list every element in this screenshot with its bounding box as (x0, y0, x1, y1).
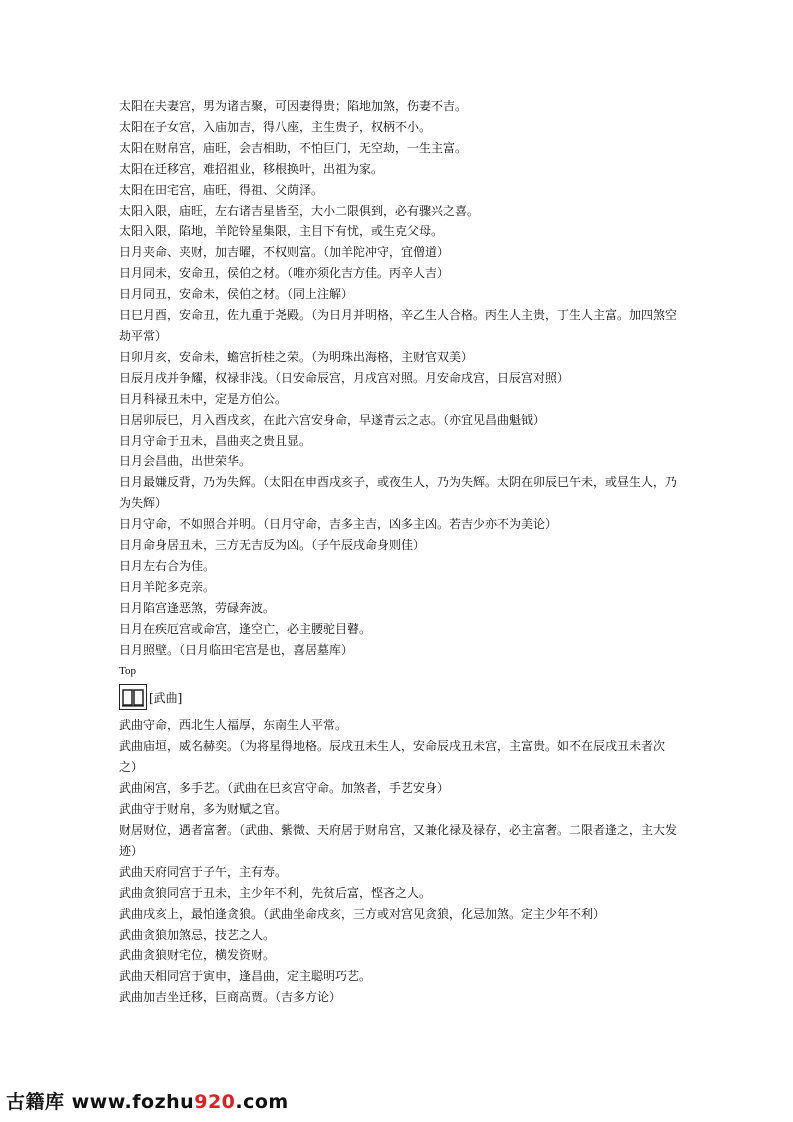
top-link[interactable]: Top (119, 665, 136, 678)
text-line: 日月守命于丑未，昌曲夹之贵且显。 (119, 433, 312, 448)
text-line: 武曲贪狼同宫于丑未，主少年不利，先贫后富，悭吝之人。 (119, 885, 432, 900)
text-line: 财居财位，遇者富奢。（武曲、紫微、天府居于财帛宫，又兼化禄及禄存，必主富奢。二限者逢之，主大发迹） (119, 823, 678, 858)
text-line: 日月命身居丑未，三方无吉反为凶。（子午辰戌命身则佳） (119, 538, 426, 553)
section-header-wuqu (119, 682, 679, 712)
text-line: 日月同丑，安命未，侯伯之材。（同上注解） (119, 287, 354, 302)
text-line: 武曲贪狼财宅位，横发资财。 (119, 948, 276, 963)
text-line: 日月羊陀多克亲。 (119, 579, 216, 594)
text-line: 武曲庙垣，威名赫奕。（为将星得地格。辰戌丑未生人，安命辰戌丑未宫，主富贵。如不在辰戌丑未者次之） (119, 739, 666, 775)
text-line: 日月在疾厄宫或命宫，逢空亡，必主腰驼目瞽。 (119, 621, 372, 636)
section-title: [武曲] (149, 690, 183, 705)
text-line: 太阳在夫妻宫，男为诸吉聚，可因妻得贵；陷地加煞，伤妻不吉。 (119, 99, 468, 113)
text-line: 武曲闲宫，多手艺。（武曲在巳亥宫守命。加煞者，手艺安身） (119, 781, 450, 796)
text-line: 太阳在迁移宫，难招祖业，移根换叶，出祖为家。 (119, 161, 384, 176)
text-line: 日辰月戌并争耀，权禄非浅。（日安命辰宫，月戌宫对照。月安命戌宫，日辰宫对照） (119, 370, 570, 385)
text-line: 太阳入限，庙旺，左右诸吉星皆至，大小二限俱到，必有骤兴之喜。 (119, 203, 480, 218)
text-line: 太阳在财帛宫，庙旺，会吉相助，不怕巨门，无空劫，一生主富。 (119, 140, 468, 155)
text-line: 日月照壁。（日月临田宅宫是也，喜居墓库） (119, 642, 354, 657)
text-line: 日月陷宫逢恶煞，劳碌奔波。 (119, 600, 276, 615)
text-line: 日卯月亥，安命未，蟾宫折桂之荣。（为明珠出海格，主财官双美） (119, 349, 474, 364)
text-line: 日月会昌曲，出世荣华。 (119, 454, 252, 469)
site-number: 920 (194, 1091, 236, 1113)
site-prefix: 古籍库 www.fozhu (6, 1091, 195, 1113)
text-line: 日月夹命、夹财，加吉曜，不权则富。（加羊陀冲守，宜僧道） (119, 245, 450, 260)
book-icon (119, 684, 147, 710)
text-line: 太阳在田宅宫，庙旺，得祖、父荫泽。 (119, 182, 324, 197)
site-suffix: .com (235, 1091, 289, 1113)
text-line: 日月最嫌反背，乃为失辉。（太阳在申酉戌亥子，或夜生人，乃为失辉。太阴在卯辰巳午未，或昼生人，乃为失辉） (119, 475, 678, 511)
text-line: 日月同未，安命丑，侯伯之材。（唯亦须化吉方佳。丙辛人吉） (119, 266, 450, 281)
text-line: 太阳在子女宫，入庙加吉，得八座，主生贵子，权柄不小。 (119, 119, 432, 134)
text-line: 日月左右合为佳。 (119, 558, 216, 573)
text-line: 武曲戌亥上，最怕逢贪狼。（武曲坐命戌亥，三方或对宫见贪狼，化忌加煞。定主少年不利） (119, 906, 606, 921)
text-line: 武曲加吉坐迁移，巨商高贾。（吉多方论） (119, 990, 342, 1005)
text-line: 武曲贪狼加煞忌，技艺之人。 (119, 927, 276, 942)
text-line: 日巳月酉，安命丑，佐九重于尧殿。（为日月并明格，辛乙生人合格。丙生人主贵，丁生人主富。加四煞空劫平常） (119, 308, 678, 343)
document-body (119, 96, 679, 1008)
text-line: 日月守命，不如照合并明。（日月守命，吉多主吉，凶多主凶。若吉少亦不为美论） (119, 517, 558, 532)
text-line: 武曲守命，西北生人福厚，东南生人平常。 (119, 718, 348, 733)
text-line: 日月科禄丑未中，定是方伯公。 (119, 391, 288, 406)
footer-watermark (6, 1087, 289, 1114)
taiyang-section (119, 96, 679, 660)
text-line: 武曲天相同宫于寅申，逢昌曲，定主聪明巧艺。 (119, 969, 372, 984)
text-line: 太阳入限，陷地，羊陀铃星集限，主目下有忧，或生克父母。 (119, 224, 444, 239)
text-line: 武曲天府同宫于子午，主有寿。 (119, 864, 288, 879)
text-line: 武曲守于财帛，多为财赋之官。 (119, 802, 288, 817)
wuqu-section (119, 715, 679, 1008)
text-line: 日居卯辰巳，月入酉戌亥，在此六宫安身命，早遂青云之志。（亦宜见昌曲魁钺） (119, 412, 546, 427)
